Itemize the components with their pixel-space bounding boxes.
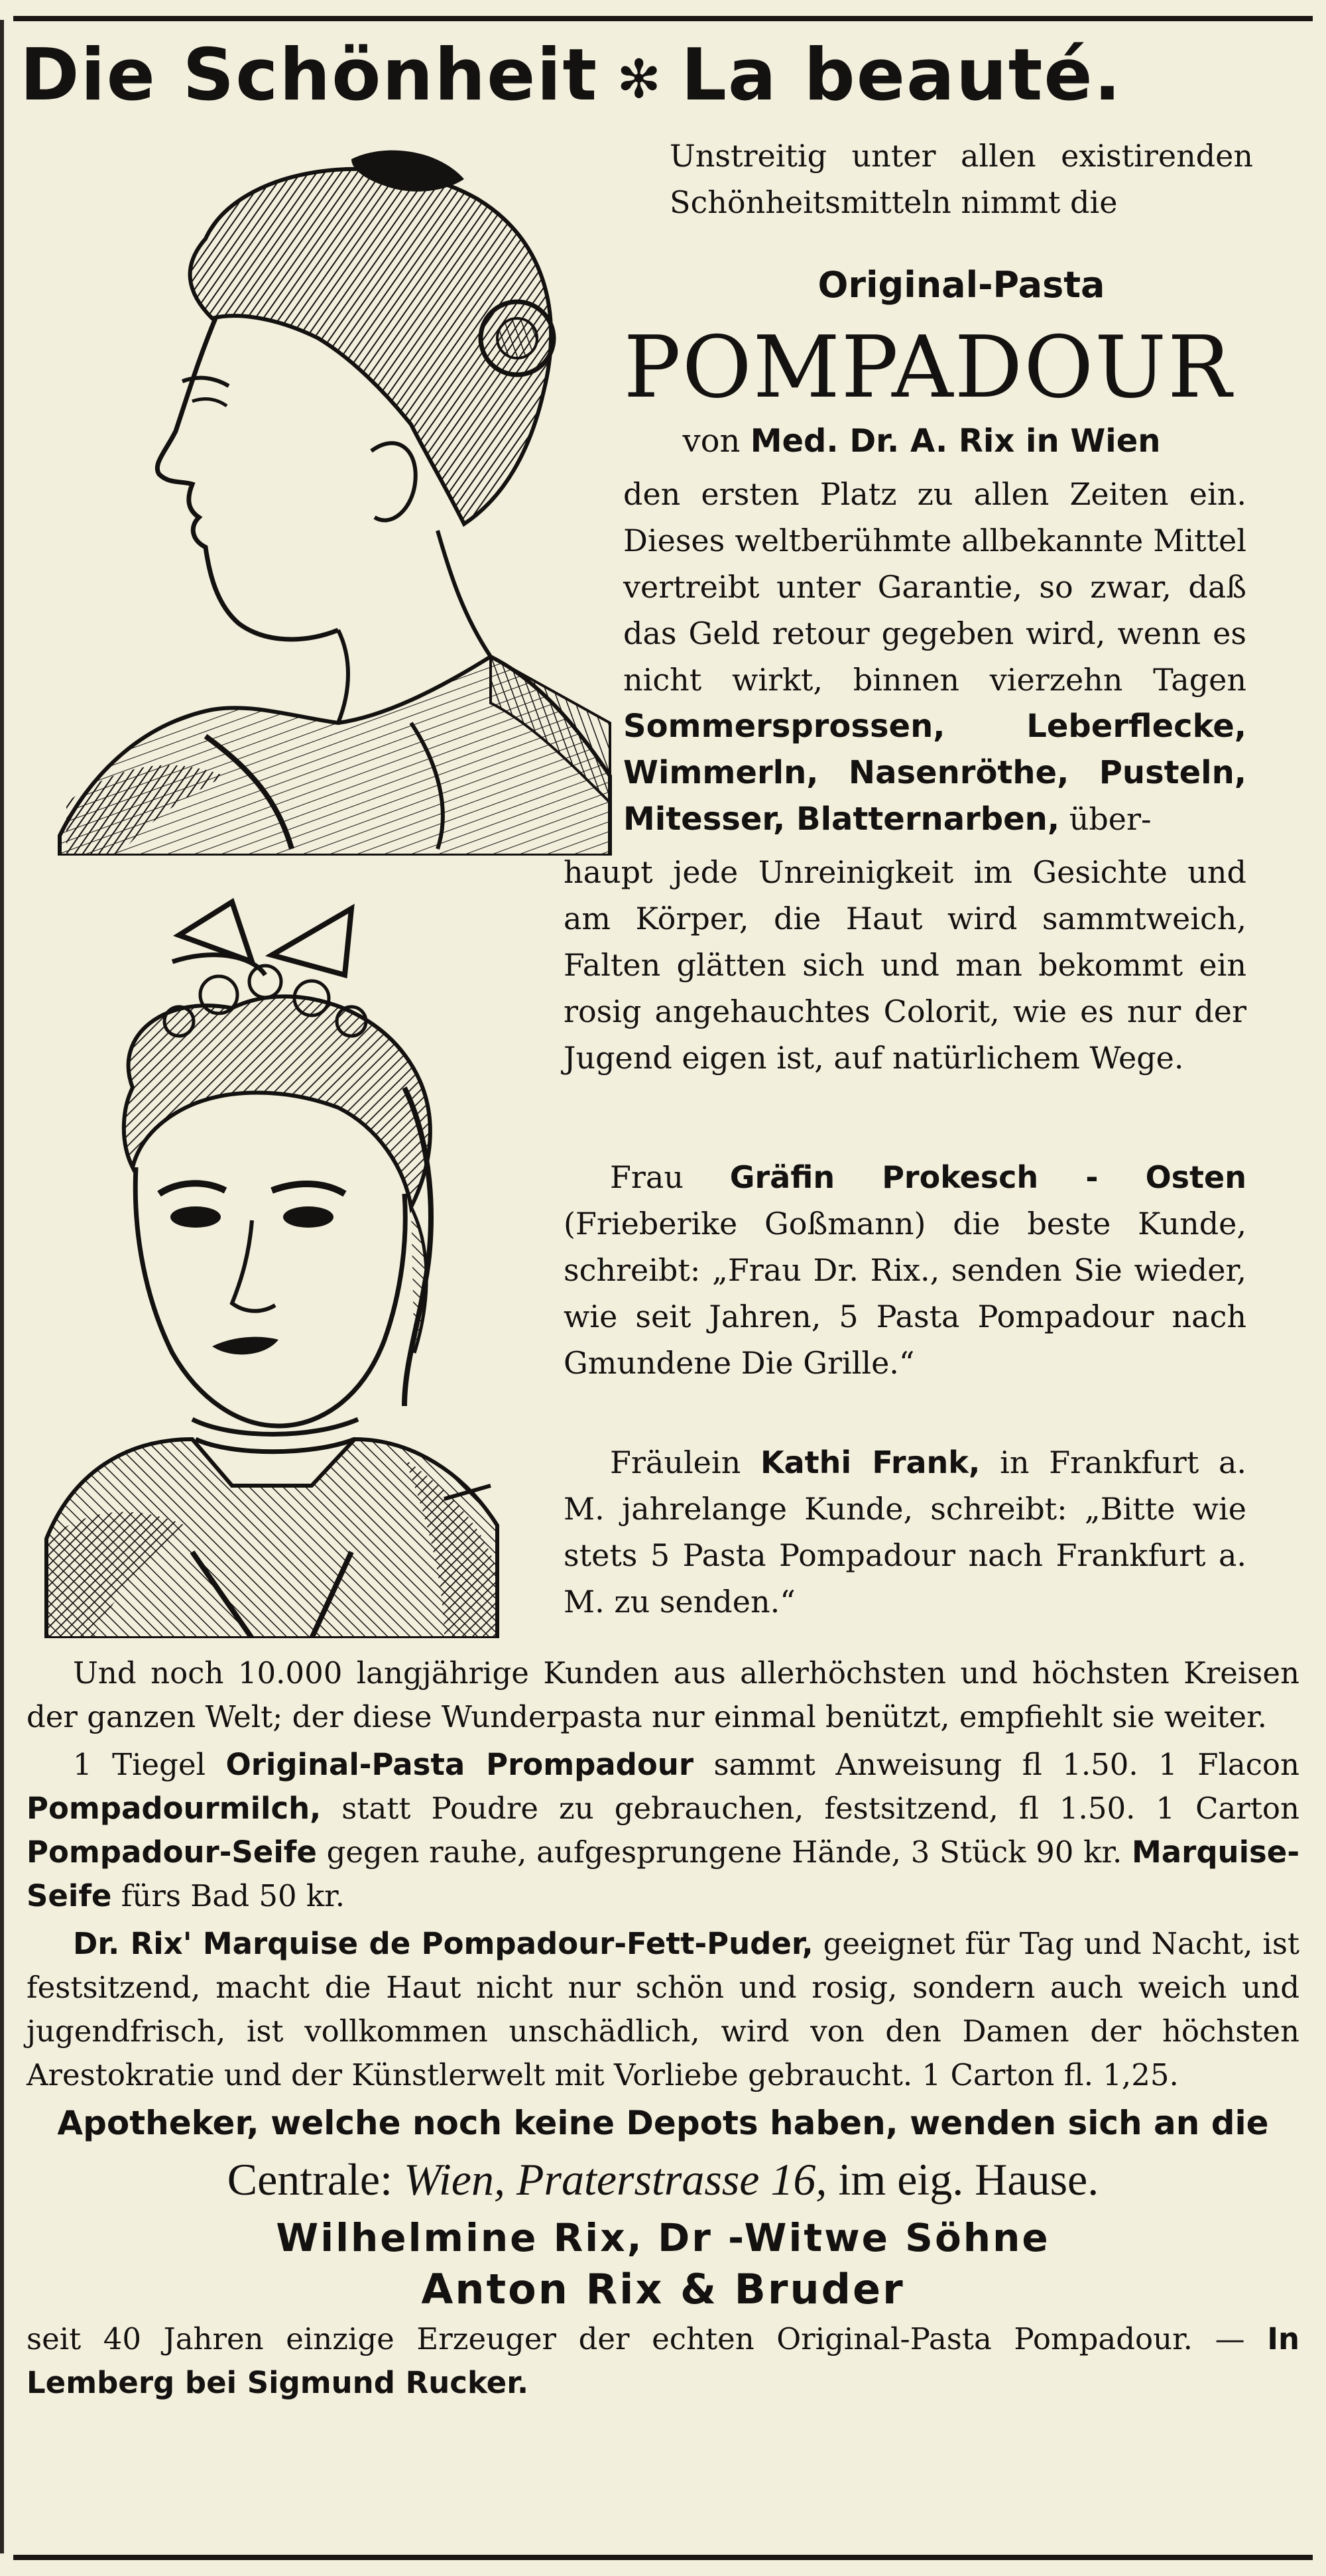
closing-paragraph (27, 2317, 1299, 2405)
main-paragraph (623, 471, 1246, 842)
kathi-text: in Frankfurt a. M. jahrelange Kunde, schreibt: „Bitte wie stets 5 Pasta Pompadour nach Frankfurt a. M. zu senden.“ (564, 1445, 1247, 1620)
original-pasta-heading: Original-Pasta (817, 264, 1105, 306)
top-rule (13, 16, 1313, 21)
centrale-label: Centrale: (227, 2154, 392, 2205)
centrale-street: Praterstrasse 16, (516, 2154, 827, 2205)
price-part-2: sammt Anweisung fl 1.50. 1 Flacon (713, 1747, 1299, 1782)
centrale-address (27, 2149, 1299, 2210)
main-text: den ersten Platz zu allen Zeiten ein. Dieses weltberühmte allbekannte Mittel vertreibt unter Garantie, so zwar, daß das Geld retour gegeben wird, wenn es nicht wirkt, binnen vierzehn Tagen (623, 476, 1246, 698)
closing-lemberg: In Lemberg bei Sigmund Rucker. (27, 2321, 1299, 2400)
maker-name: Med. Dr. A. Rix in Wien (750, 422, 1161, 460)
price-product-seife: Pompadour-Seife (27, 1835, 317, 1870)
price-part-5: fürs Bad 50 kr. (121, 1878, 345, 1913)
customers-paragraph: Und noch 10.000 langjährige Kunden aus allerhöchsten und höchsten Kreisen der ganzen Welt; der diese Wunderpasta nur einmal benützt, empfiehlt sie weiter. (27, 1655, 1299, 1734)
star-ornament-icon: ✻ (617, 48, 663, 110)
headline-german: Die Schönheit (20, 33, 599, 117)
price-product-marquise-seife: Marquise-Seife (27, 1835, 1299, 1913)
page-edge (0, 20, 4, 2553)
firm-witwe-soehne: Dr -Witwe Söhne (658, 2215, 1050, 2260)
price-product-milch: Pompadourmilch, (27, 1791, 322, 1826)
centrale-city: Wien, (404, 2154, 505, 2205)
closing-dash: — (1215, 2321, 1245, 2356)
headline-french: La beauté. (681, 33, 1122, 117)
intro-paragraph: Unstreitig unter allen existirenden Schönheitsmitteln nimmt die (670, 138, 1253, 220)
closing-text: seit 40 Jahren einzige Erzeuger der echten Original-Pasta Pompadour. (27, 2321, 1193, 2356)
price-part-4: gegen rauhe, aufgesprungene Hände, 3 Stück 90 kr. (326, 1835, 1122, 1870)
firm-wilhelmine: Wilhelmine Rix, (276, 2215, 644, 2260)
graefin-prefix: Frau (610, 1159, 684, 1195)
graefin-name: Gräfin Prokesch - Osten (729, 1159, 1246, 1195)
graefin-text: (Frieberike Goßmann) die beste Kunde, schreibt: „Frau Dr. Rix., senden Sie wieder, wie seit Jahren, 5 Pasta Pompadour nach Gmundene Die Grille.“ (564, 1206, 1246, 1381)
testimonial-graefin (564, 1154, 1246, 1386)
kathi-name: Kathi Frank, (760, 1445, 981, 1480)
centrale-rest: im eig. Hause. (838, 2154, 1099, 2205)
testimonial-kathi (564, 1439, 1246, 1625)
price-part-1: 1 Tiegel (73, 1747, 206, 1782)
ueber-word: über- (1069, 801, 1152, 837)
headline (20, 25, 1306, 125)
price-product-pasta: Original-Pasta Prompadour (225, 1747, 694, 1782)
apotheker-line: Apotheker, welche noch keine Depots haben, wenden sich an die (57, 2104, 1269, 2142)
firm-line-2: Anton Rix & Bruder (421, 2265, 905, 2313)
puder-text: geeignet für Tag und Nacht, ist festsitzend, macht die Haut nicht nur schön und rosig, sondern auch weich und jugendfrisch, ist vollkommen unschädlich, wird von den Damen der höchsten Arestokratie und der Künstlerwelt mit Vorliebe gebraucht. 1 Carton fl. 1,25. (27, 1926, 1299, 2093)
puder-name: Dr. Rix' Marquise de Pompadour-Fett-Puder, (73, 1926, 814, 1961)
product-title: POMPADOUR (623, 318, 1233, 417)
firm-line-1 (27, 2214, 1299, 2262)
body-paragraph: haupt jede Unreinigkeit im Gesichte und am Körper, die Haut wird sammtweich, Falten glätten sich und man bekommt ein rosig angehauchtes Colorit, wie es nur der Jugend eigen ist, auf natürlichem Wege. (564, 854, 1246, 1076)
portrait-profile-image (40, 139, 623, 856)
prices-paragraph (27, 1743, 1299, 1918)
ailments-list: Sommersprossen, Leberflecke, Wimmerln, Nasenröthe, Pusteln, Mitesser, Blatternarben, (623, 708, 1246, 838)
von-word: von (682, 422, 741, 460)
portrait-frontal-image (33, 889, 537, 1638)
puder-paragraph (27, 1922, 1299, 2097)
kathi-prefix: Fräulein (610, 1445, 741, 1480)
bottom-rule (13, 2555, 1313, 2560)
maker-line (623, 418, 1220, 464)
full-width-text (27, 1651, 1299, 2409)
price-part-3: statt Poudre zu gebrauchen, festsitzend, fl 1.50. 1 Carton (341, 1791, 1299, 1826)
